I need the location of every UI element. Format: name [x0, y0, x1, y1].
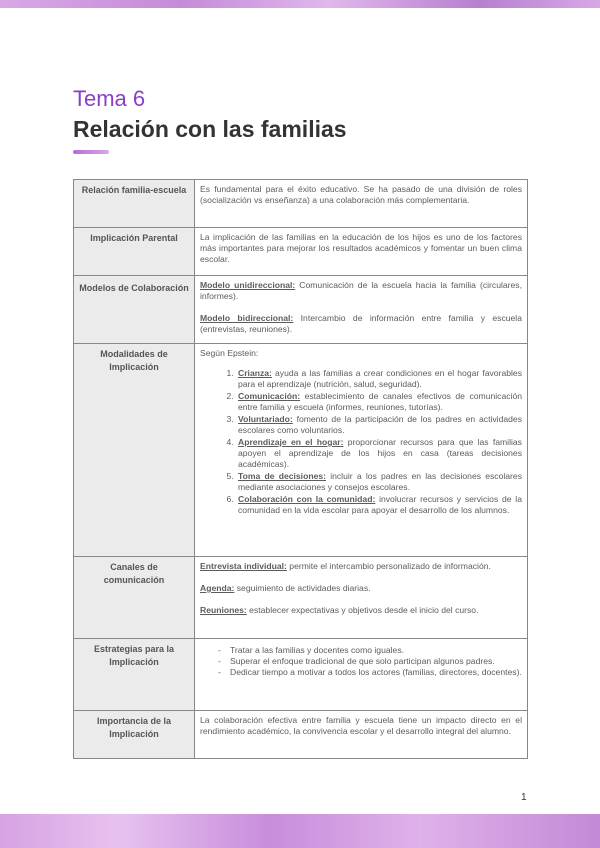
table-row [74, 180, 528, 228]
row-label: Modalidades de Implicación [74, 344, 195, 557]
table-row [74, 228, 528, 276]
term-text: permite el intercambio personalizado de información. [286, 561, 491, 571]
row-label: Canales de comunicación [74, 557, 195, 639]
term-text: incluir a los padres en las decisiones escolares mediante asociaciones y consejos escolares. [238, 471, 522, 492]
term-text: proporcionar recursos para que las familias apoyen el aprendizaje de los hijos en casa (tareas decisiones académicas). [238, 437, 522, 469]
table-row [74, 711, 528, 759]
term-text: establecimiento de canales efectivos de comunicación entre familia y escuela (informes, reuniones, tutorías). [238, 391, 522, 412]
row-content [195, 557, 528, 639]
term-label: Modelo bidireccional: [200, 313, 294, 323]
row-label: Modelos de Colaboración [74, 276, 195, 344]
row-label: Importancia de la Implicación [74, 711, 195, 759]
row-label: Implicación Parental [74, 228, 195, 276]
row-label: Relación familia-escuela [74, 180, 195, 228]
term-text: involucrar recursos y servicios de la comunidad en la vida escolar para apoyar el desarrollo de los alumnos. [238, 494, 522, 515]
summary-table [73, 179, 528, 759]
topic-number: Tema 6 [73, 86, 146, 111]
channel-entry [200, 561, 522, 572]
list-item [236, 437, 522, 470]
table-row [74, 276, 528, 344]
term-label: Entrevista individual: [200, 561, 287, 571]
term-label: Comunicación: [238, 391, 301, 401]
term-label: Colaboración con la comunidad: [238, 494, 376, 504]
numbered-list [200, 368, 522, 516]
term-text: seguimiento de actividades diarias. [234, 583, 371, 593]
list-item [236, 414, 522, 436]
row-content: Es fundamental para el éxito educativo. Se ha pasado de una división de roles (socialización vs enseñanza) a una colaboración más complementaria. [195, 180, 528, 228]
list-item [236, 471, 522, 493]
model-entry [200, 280, 522, 302]
table-row [74, 344, 528, 557]
list-item [236, 368, 522, 390]
term-label: Toma de decisiones: [238, 471, 326, 481]
term-label: Crianza: [238, 368, 272, 378]
term-text: Comunicación de la escuela hacia la familia (circulares, informes). [200, 280, 522, 301]
term-label: Reuniones: [200, 605, 247, 615]
channel-entry [200, 583, 522, 594]
term-text: fomento de la participación de los padres en actividades escolares como voluntarios. [238, 414, 522, 435]
term-label: Modelo unidireccional: [200, 280, 296, 290]
list-item [236, 391, 522, 413]
page-number: 1 [521, 792, 527, 803]
intro-text: Según Epstein: [200, 348, 259, 358]
model-entry [200, 313, 522, 335]
table-row [74, 639, 528, 711]
title-underline-accent [73, 150, 109, 154]
term-text: Intercambio de información entre familia y escuela (entrevistas, reuniones). [200, 313, 522, 334]
term-label: Agenda: [200, 583, 235, 593]
channel-entry [200, 605, 522, 616]
page-title: Relación con las familias [73, 116, 347, 142]
row-content [195, 639, 528, 711]
row-content [195, 344, 528, 557]
term-label: Aprendizaje en el hogar: [238, 437, 344, 447]
row-label: Estrategias para la Implicación [74, 639, 195, 711]
term-text: establecer expectativas y objetivos desde el inicio del curso. [246, 605, 479, 615]
term-label: Voluntariado: [238, 414, 293, 424]
list-item: - Dedicar tiempo a motivar a todos los actores (familias, directores, docentes). [200, 667, 522, 678]
list-item: - Superar el enfoque tradicional de que solo participan algunos padres. [200, 656, 522, 667]
table-row [74, 557, 528, 639]
dash-list [200, 645, 522, 678]
top-decorative-band [0, 0, 600, 8]
list-item [236, 494, 522, 516]
row-content: La colaboración efectiva entre familia y escuela tiene un impacto directo en el rendimiento académico, la convivencia escolar y el desarrollo integral del alumno. [195, 711, 528, 759]
row-content [195, 276, 528, 344]
bottom-decorative-band [0, 814, 600, 848]
list-item: - Tratar a las familias y docentes como iguales. [200, 645, 522, 656]
row-content: La implicación de las familias en la educación de los hijos es uno de los factores más importantes para mejorar los resultados académicos y fomentar un buen clima escolar. [195, 228, 528, 276]
term-text: ayuda a las familias a crear condiciones en el hogar favorables para el aprendizaje (nutrición, salud, seguridad). [238, 368, 522, 389]
